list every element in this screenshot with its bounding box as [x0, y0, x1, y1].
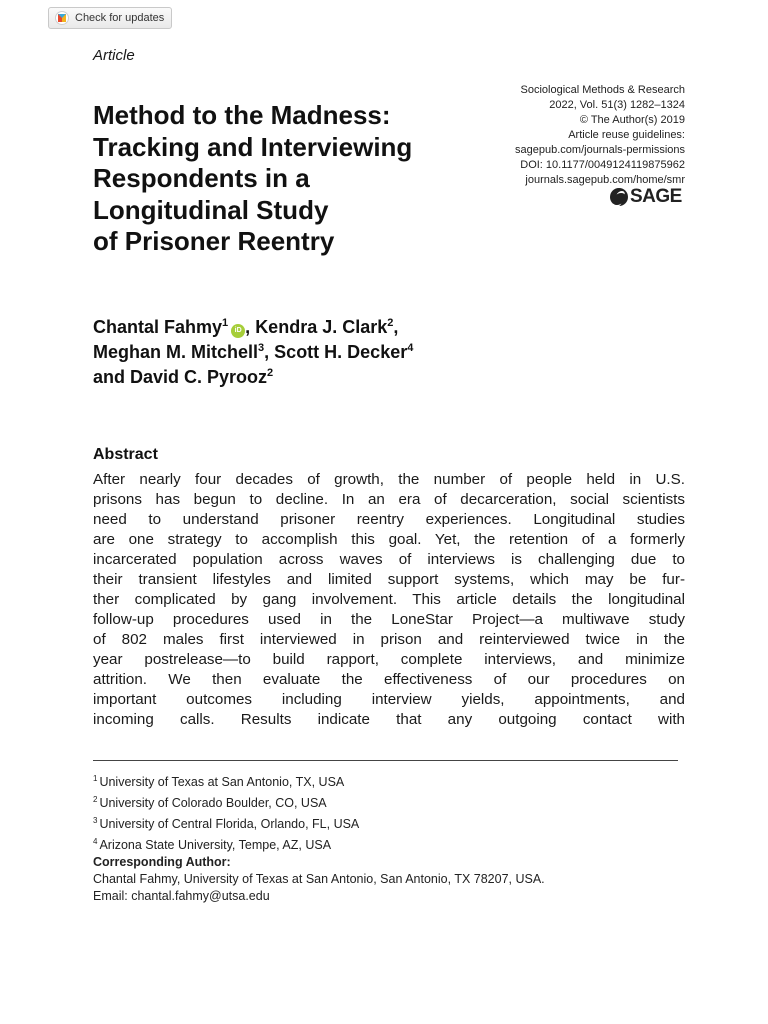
author-separator: ,	[393, 317, 399, 337]
journal-meta	[515, 83, 685, 188]
corresponding-author	[93, 854, 545, 905]
journal-volume: 2022, Vol. 51(3) 1282–1324	[549, 99, 685, 111]
abstract-line: important outcomes including interview yields, appointments, and	[93, 691, 685, 708]
author-affiliation-mark: 3	[258, 342, 265, 354]
abstract-line: need to understand prisoner reentry experiences. Longitudinal studies	[93, 511, 685, 528]
affiliation-mark: 2	[93, 795, 98, 805]
title-line: Tracking and Interviewing	[93, 131, 413, 162]
abstract-line: of 802 males first interviewed in prison and reinterviewed twice in the	[93, 631, 685, 648]
affiliation-list	[93, 770, 359, 855]
check-for-updates-label: Check for updates	[75, 12, 165, 24]
abstract-line: ther complicated by gang involvement. This article details the longitudinal	[93, 591, 685, 608]
title-line: Longitudinal Study	[93, 194, 329, 225]
author-name[interactable]: Chantal Fahmy	[93, 317, 223, 337]
sage-mark-icon	[610, 188, 628, 206]
author-affiliation-mark: 2	[267, 367, 274, 379]
abstract-line: their transient lifestyles and limited support systems, which may be fur-	[93, 571, 685, 588]
permissions-link[interactable]: sagepub.com/journals-permissions	[515, 144, 685, 156]
affiliation-text: University of Central Florida, Orlando, FL, USA	[99, 817, 360, 832]
author-name[interactable]: and David C. Pyrooz	[93, 367, 268, 387]
journal-link[interactable]: journals.sagepub.com/home/smr	[525, 174, 685, 186]
author-separator: ,	[245, 317, 251, 337]
author-line	[93, 340, 553, 365]
affiliation-item	[93, 770, 359, 791]
abstract-line: After nearly four decades of growth, the number of people held in U.S.	[93, 471, 685, 488]
corresponding-author-email[interactable]: Email: chantal.fahmy@utsa.edu	[93, 889, 270, 903]
author-separator: ,	[264, 342, 270, 362]
sage-logo-text: SAGE	[630, 186, 682, 207]
affiliation-mark: 4	[93, 837, 98, 847]
footnote-divider	[93, 760, 678, 761]
abstract-line: are one strategy to accomplish this goal. Yet, the retention of a formerly	[93, 531, 685, 548]
abstract-line: year postrelease—to build rapport, complete interviews, and minimize	[93, 651, 685, 668]
article-title	[93, 100, 493, 258]
sage-logo	[610, 186, 682, 208]
affiliation-text: University of Texas at San Antonio, TX, USA	[99, 775, 345, 790]
affiliation-item	[93, 812, 359, 833]
doi[interactable]: DOI: 10.1177/0049124119875962	[520, 159, 685, 171]
title-line: of Prisoner Reentry	[93, 226, 335, 256]
author-name[interactable]: Scott H. Decker	[274, 342, 408, 362]
author-list	[93, 315, 553, 390]
author-line	[93, 315, 553, 340]
copyright: © The Author(s) 2019	[579, 114, 685, 126]
journal-name: Sociological Methods & Research	[520, 84, 685, 96]
reuse-label: Article reuse guidelines:	[568, 129, 685, 141]
author-line	[93, 365, 553, 390]
abstract-heading: Abstract	[93, 446, 158, 463]
affiliation-mark: 1	[93, 774, 98, 783]
corresponding-author-label: Corresponding Author:	[93, 855, 231, 869]
author-name[interactable]: Kendra J. Clark	[255, 317, 388, 337]
article-type: Article	[93, 47, 135, 64]
abstract-line: incarcerated population across waves of interviews is challenging due to	[93, 551, 685, 568]
affiliation-text: Arizona State University, Tempe, AZ, USA	[99, 838, 332, 853]
abstract-line: incoming calls. Results indicate that any outgoing contact with	[93, 711, 685, 728]
affiliation-text: University of Colorado Boulder, CO, USA	[99, 796, 327, 811]
author-affiliation-mark: 2	[387, 317, 394, 329]
abstract-body	[93, 470, 685, 730]
title-line: Respondents in a	[93, 163, 310, 193]
author-affiliation-mark: 4	[407, 342, 414, 354]
author-affiliation-mark: 1	[222, 317, 229, 329]
affiliation-item	[93, 791, 359, 812]
crossmark-icon	[55, 11, 69, 25]
affiliation-item	[93, 833, 359, 854]
author-name[interactable]: Meghan M. Mitchell	[93, 342, 259, 362]
check-for-updates-button[interactable]	[48, 7, 172, 29]
corresponding-author-address: Chantal Fahmy, University of Texas at San Antonio, San Antonio, TX 78207, USA.	[93, 872, 545, 886]
abstract-line: attrition. We then evaluate the effectiveness of our procedures on	[93, 671, 685, 688]
abstract-line: follow-up procedures used in the LoneStar Project—a multiwave study	[93, 611, 685, 628]
title-line: Method to the Madness:	[93, 100, 391, 130]
affiliation-mark: 3	[93, 816, 98, 826]
orcid-icon[interactable]: iD	[231, 324, 245, 338]
abstract-line: prisons has begun to decline. In an era of decarceration, social scientists	[93, 491, 685, 508]
